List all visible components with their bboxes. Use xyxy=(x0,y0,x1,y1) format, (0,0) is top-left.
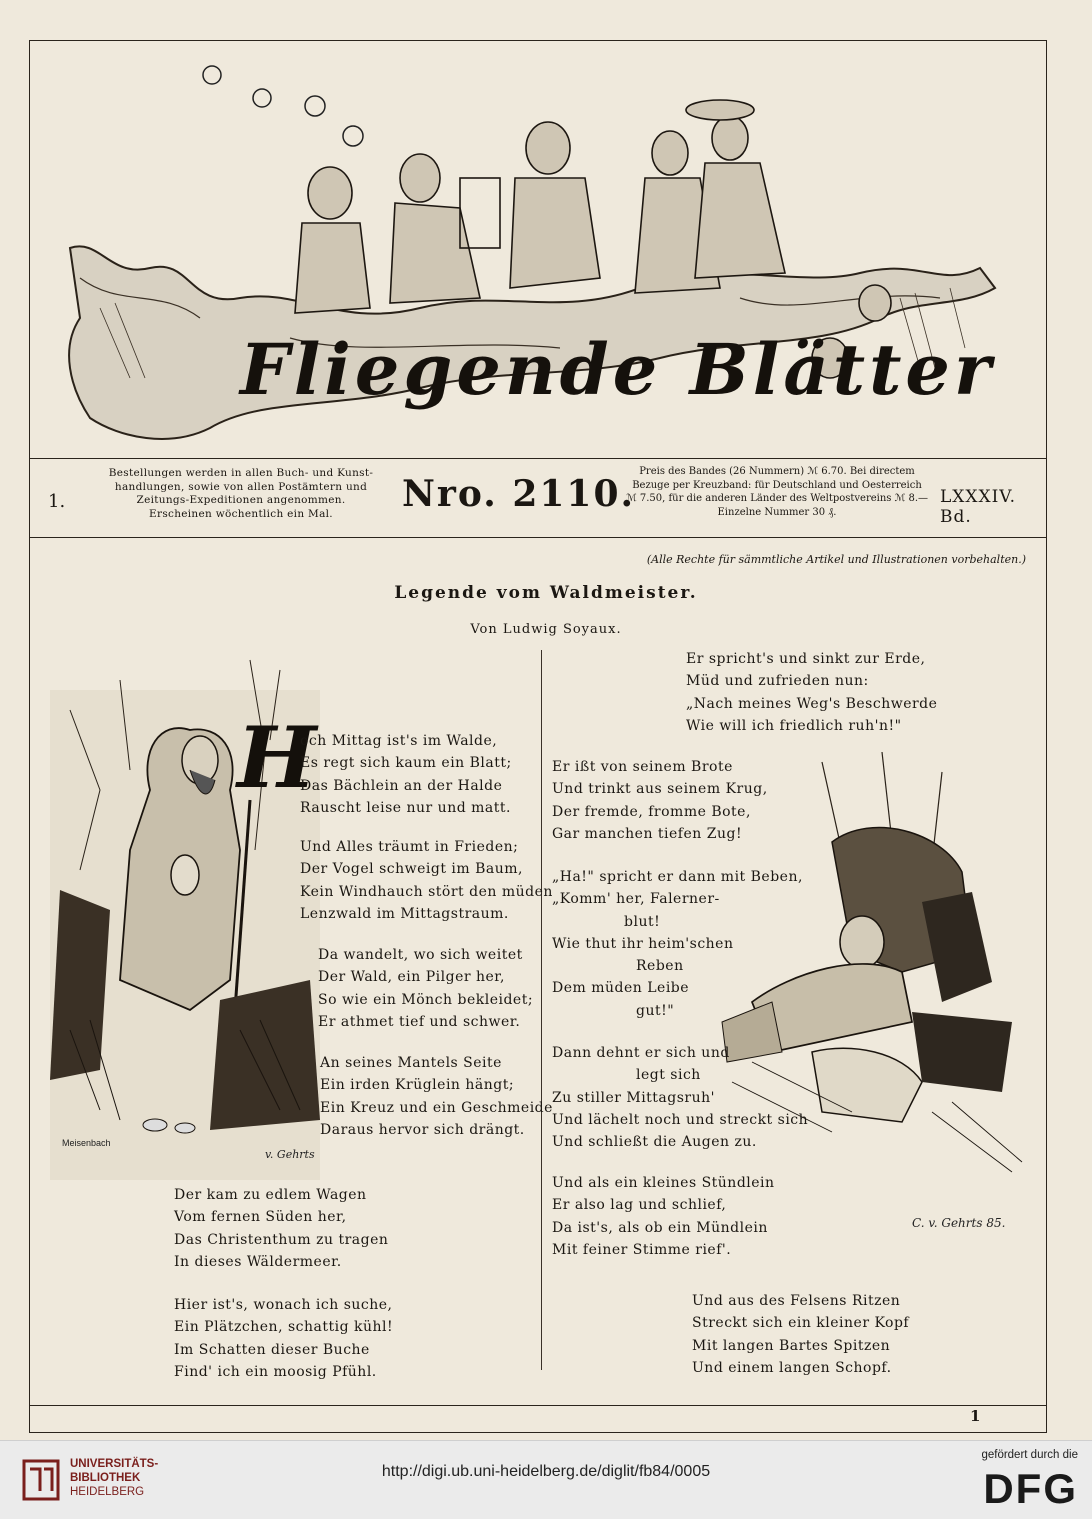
page-number: 1 xyxy=(970,1407,981,1425)
funding-caption: gefördert durch die xyxy=(981,1449,1078,1461)
verse-line: Daraus hervor sich drängt. xyxy=(320,1121,525,1138)
verse-line: Das Christenthum zu tragen xyxy=(174,1231,389,1248)
order-line: handlungen, sowie von allen Postämtern und xyxy=(114,480,368,493)
verse-line: Und aus des Felsens Ritzen xyxy=(692,1293,901,1309)
drop-cap: H xyxy=(237,708,317,807)
stanza-2 xyxy=(300,836,553,925)
verse-line: Vom fernen Süden her, xyxy=(174,1209,347,1226)
verse-line: In dieses Wäldermeer. xyxy=(174,1253,342,1270)
verse-line: Zu stiller Mittagsruh' xyxy=(552,1089,715,1106)
stanza-7 xyxy=(686,648,937,737)
verse-line: Und einem langen Schopf. xyxy=(692,1359,892,1376)
verse-line: Mit langen Bartes Spitzen xyxy=(692,1337,891,1354)
price-line: Preis des Bandes (26 Nummern) ℳ 6.70. Bei directem xyxy=(639,466,915,477)
verse-line: „Ha!" spricht er dann mit Beben, xyxy=(552,869,803,885)
order-line: Bestellungen werden in allen Buch- und Kunst- xyxy=(108,467,374,479)
verse-line: Der Vogel schweigt im Baum, xyxy=(300,861,523,878)
verse-line: Der kam zu edlem Wagen xyxy=(174,1187,367,1203)
verse-line: Lenzwald im Mittagstraum. xyxy=(300,905,509,922)
verse-line: So wie ein Mönch bekleidet; xyxy=(318,991,534,1008)
dfg-logo[interactable]: DFG xyxy=(983,1465,1078,1512)
volume-number: 1. xyxy=(48,491,66,512)
verse-line: Ein irden Krüglein hängt; xyxy=(320,1077,515,1094)
right-artist-signature: C. v. Gehrts 85. xyxy=(912,1216,1006,1230)
order-line: Erscheinen wöchentlich ein Mal. xyxy=(149,507,333,520)
verse-line: och Mittag ist's im Walde, xyxy=(300,733,498,749)
verse-line: Und trinkt aus seinem Krug, xyxy=(552,781,768,798)
verse-line: Da ist's, als ob ein Mündlein xyxy=(552,1219,768,1236)
permalink-url[interactable]: http://digi.ub.uni-heidelberg.de/diglit/fb84/0005 xyxy=(381,1463,711,1480)
verse-line: Ein Kreuz und ein Geschmeide xyxy=(320,1099,553,1116)
verse-line: Im Schatten dieser Buche xyxy=(174,1341,370,1358)
stanza-12 xyxy=(692,1290,909,1379)
verse-line: Wie will ich friedlich ruh'n!" xyxy=(686,717,902,734)
stanza-3 xyxy=(318,944,533,1033)
verse-line: Rauscht leise nur und matt. xyxy=(300,799,511,816)
poem-title: Legende vom Waldmeister. xyxy=(394,583,698,603)
verse-line: Find' ich ein moosig Pfühl. xyxy=(174,1363,377,1380)
stanza-5 xyxy=(174,1184,388,1273)
price-line: ℳ 7.50, für die anderen Länder des Weltpostvereins ℳ 8.— xyxy=(625,493,929,504)
artist-signature: v. Gehrts xyxy=(265,1148,315,1161)
verse-line: Dem müden Leibe xyxy=(552,980,690,997)
verse-line: Da wandelt, wo sich weitet xyxy=(318,947,523,963)
stanza-1 xyxy=(300,730,512,819)
verse-line: Und lächelt noch und streckt sich xyxy=(552,1111,809,1128)
verse-line: Müd und zufrieden nun: xyxy=(686,673,869,690)
poem-author: Von Ludwig Soyaux. xyxy=(470,622,622,637)
verse-line: „Komm' her, Falerner- xyxy=(552,891,720,908)
verse-line: Dann dehnt er sich und xyxy=(552,1045,730,1061)
stanza-11 xyxy=(552,1172,775,1261)
order-line: Zeitungs-Expeditionen angenommen. xyxy=(136,494,346,506)
verse-line: „Nach meines Weg's Beschwerde xyxy=(686,695,938,712)
verse-line: Und Alles träumt in Frieden; xyxy=(300,839,519,855)
verse-line: legt sich xyxy=(636,1067,701,1084)
masthead-illustration xyxy=(40,48,1040,458)
verse-line: Das Bächlein an der Halde xyxy=(300,777,503,794)
price-notice xyxy=(612,465,942,519)
price-line: Bezuge per Kreuzband: für Deutschland und Oesterreich xyxy=(632,479,922,491)
info-bar xyxy=(30,458,1046,538)
verse-line: Der Wald, ein Pilger her, xyxy=(318,969,505,986)
column-divider xyxy=(541,650,542,1370)
verse-line: Kein Windhauch stört den müden xyxy=(300,883,553,900)
verse-line: Ein Plätzchen, schattig kühl! xyxy=(174,1319,394,1336)
verse-line: An seines Mantels Seite xyxy=(320,1055,502,1071)
verse-line: Wie thut ihr heim'schen xyxy=(552,935,734,952)
institution-line: HEIDELBERG xyxy=(70,1486,145,1498)
stanza-10 xyxy=(552,1042,808,1153)
verse-line: Hier ist's, wonach ich suche, xyxy=(174,1297,393,1313)
verse-line: Und schließt die Augen zu. xyxy=(552,1134,757,1151)
footer-rule xyxy=(29,1405,1047,1406)
verse-line: Er also lag und schlief, xyxy=(552,1197,727,1214)
institution-line: BIBLIOTHEK xyxy=(70,1472,141,1484)
verse-line: Und als ein kleines Stündlein xyxy=(552,1175,775,1191)
rights-notice: (Alle Rechte für sämmtliche Artikel und Illustrationen vorbehalten.) xyxy=(646,553,1026,566)
price-line: Einzelne Nummer 30 ₰. xyxy=(717,506,837,518)
viewer-footer-bar xyxy=(0,1440,1092,1519)
stanza-4 xyxy=(320,1052,553,1141)
verse-line: Gar manchen tiefen Zug! xyxy=(552,825,743,842)
verse-line: Er ißt von seinem Brote xyxy=(552,759,733,775)
volume-band: LXXXIV. Bd. xyxy=(940,487,1017,527)
verse-line: Er spricht's und sinkt zur Erde, xyxy=(686,651,926,667)
stanza-9 xyxy=(552,866,803,1022)
verse-line: Es regt sich kaum ein Blatt; xyxy=(300,755,512,772)
engraver-signature: Meisenbach xyxy=(62,1138,111,1148)
stanza-6 xyxy=(174,1294,393,1383)
verse-line: Der fremde, fromme Bote, xyxy=(552,803,751,820)
issue-number: Nro. 2110. xyxy=(402,473,636,515)
masthead-title: Fliegende Blätter xyxy=(240,328,995,411)
verse-line: blut! xyxy=(624,913,661,930)
verse-line: gut!" xyxy=(636,1002,675,1019)
verse-line: Reben xyxy=(636,958,684,975)
institution-line: UNIVERSITÄTS- xyxy=(70,1458,159,1470)
verse-line: Mit feiner Stimme rief'. xyxy=(552,1241,732,1258)
verse-line: Er athmet tief und schwer. xyxy=(318,1013,521,1030)
order-notice xyxy=(76,467,406,521)
verse-line: Streckt sich ein kleiner Kopf xyxy=(692,1315,910,1332)
stanza-8 xyxy=(552,756,768,845)
